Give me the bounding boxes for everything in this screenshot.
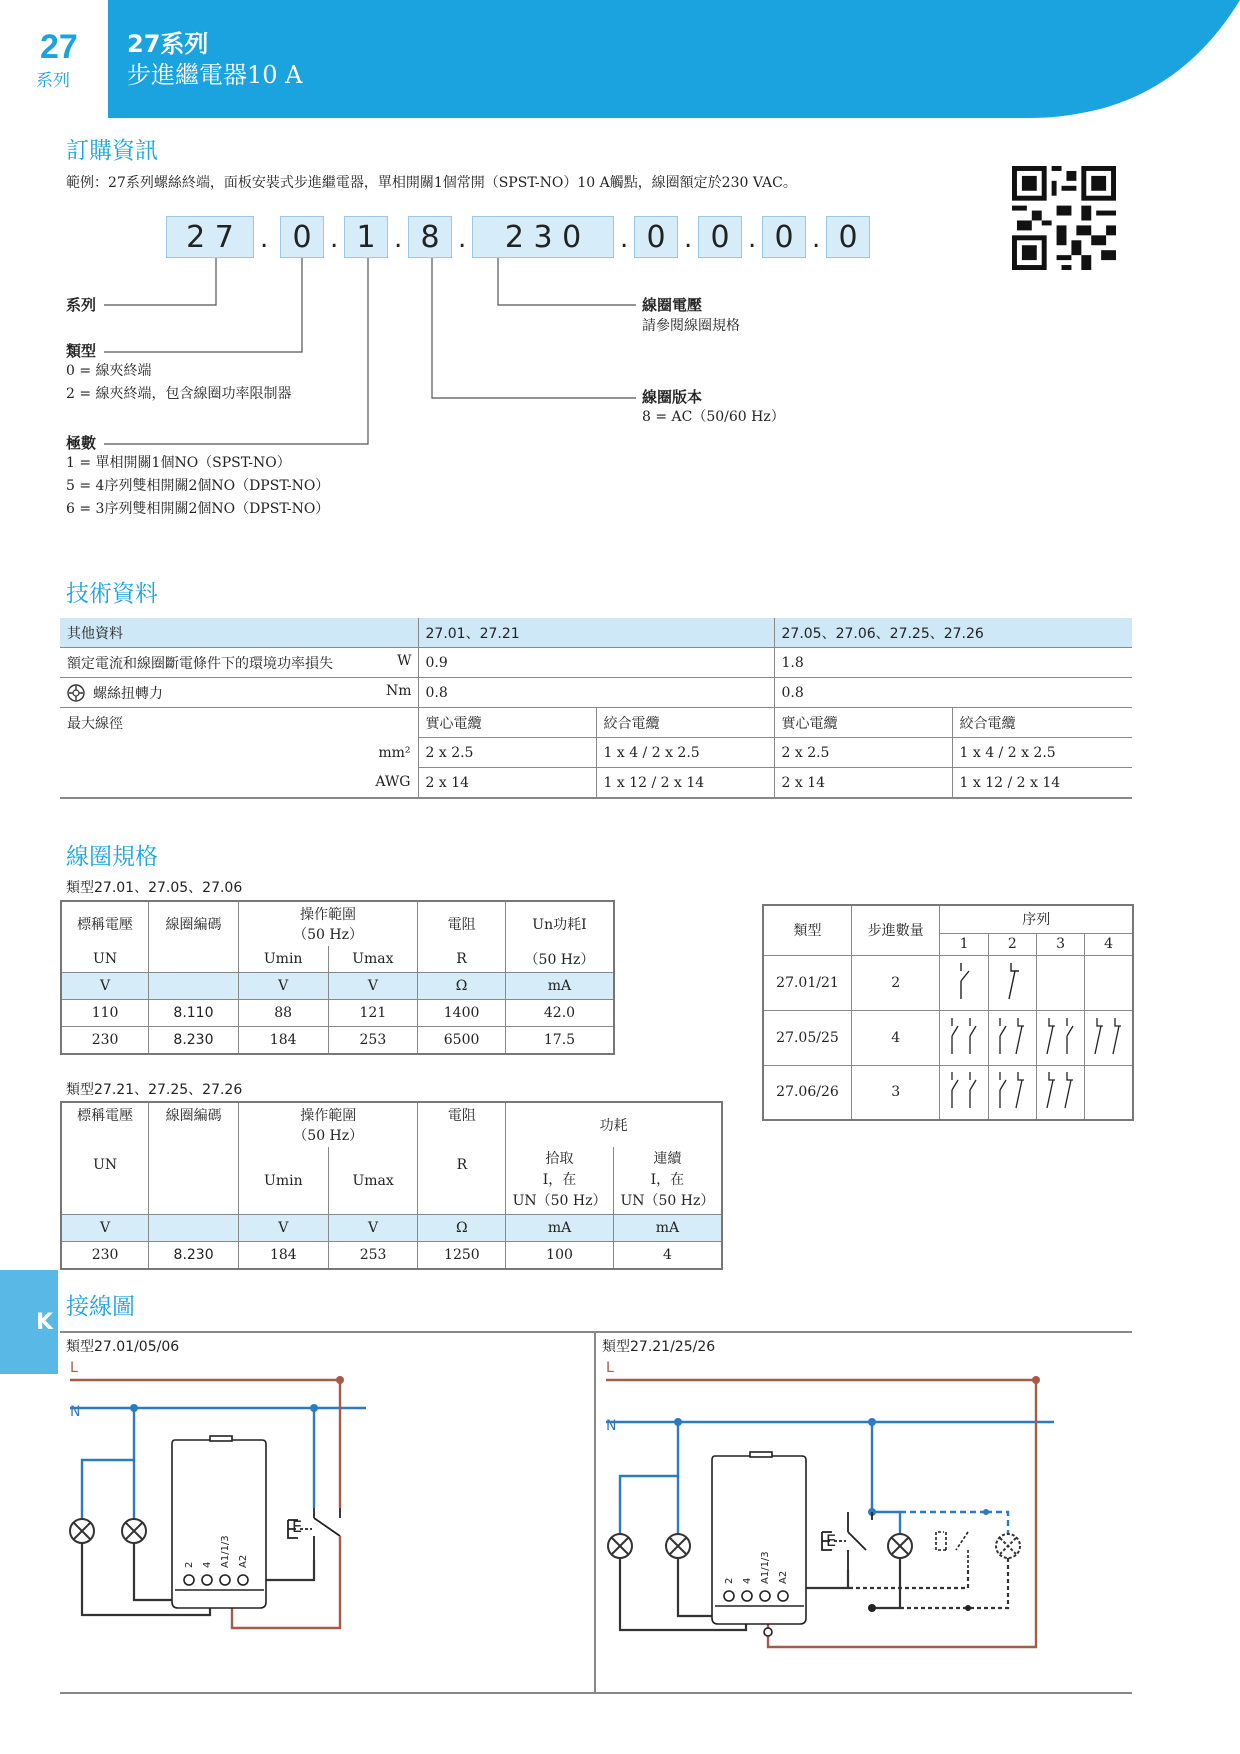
sequence-row (763, 1010, 1133, 1065)
coil-h-pick (506, 1147, 614, 1215)
header-title-line1: 27系列 (127, 30, 209, 58)
coil-cell: 184 (238, 1027, 328, 1055)
coil-h-range (238, 901, 417, 946)
contacts-second-closed-icon (988, 1010, 1036, 1065)
legend-series: 系列 (66, 296, 97, 314)
coil-h-pick-label: 拾取 (545, 1151, 574, 1167)
wire-value: 2 x 2.5 (774, 738, 952, 768)
terminal-label: A1/1/3 (220, 1535, 231, 1568)
lamp-icon (996, 1534, 1020, 1558)
coil-unit: Ω (418, 1215, 506, 1242)
coil-cell: 230 (61, 1027, 149, 1055)
terminal-label: 2 (724, 1577, 735, 1584)
coil-cell: 121 (328, 1000, 418, 1027)
qr-code-icon (1012, 166, 1116, 270)
screwdriver-icon (67, 684, 85, 702)
legend-type-item: 2 = 線夾終端，包含線圈功率限制器 (66, 386, 292, 402)
sequence-step: 2 (988, 933, 1036, 955)
code-box-digit: 0 (634, 216, 678, 258)
code-box-digit: 0 (826, 216, 870, 258)
coil-cell: 4 (613, 1242, 722, 1270)
technical-header-label: 其他資料 (60, 618, 418, 648)
legend-poles-item: 5 = 4序列雙相開關2個NO（DPST-NO） (66, 478, 330, 494)
coil-h-nominal-label: 標稱電壓 (77, 1108, 134, 1124)
technical-row-value: 0.8 (418, 678, 774, 708)
coil-cell: 8.110 (149, 1000, 239, 1027)
code-box-coil-version: 8 (408, 216, 452, 258)
coil-h-cons: Un功耗I (505, 901, 614, 946)
coil-unit: V (328, 1215, 418, 1242)
legend-coil-version-note: 8 = AC（50/60 Hz） (642, 409, 785, 425)
sequence-type: 27.05/25 (763, 1010, 851, 1065)
relay-body-icon (172, 1436, 266, 1608)
coil-table-1 (60, 900, 615, 1055)
technical-row-value: 0.8 (774, 678, 1132, 708)
coil-h-res: 電阻 (418, 901, 506, 946)
wire-value: 1 x 4 / 2 x 2.5 (952, 738, 1132, 768)
code-box-type: 0 (280, 216, 324, 258)
lamp-icon (122, 1519, 146, 1543)
technical-row-label: 螺絲扭轉力 (93, 685, 163, 702)
coil-cell: 8.230 (149, 1242, 239, 1270)
terminal-label: A2 (778, 1570, 789, 1584)
coil-unit: mA (613, 1215, 722, 1242)
wiring-left-caption: 類型27.01/05/06 (66, 1339, 180, 1355)
legend-type-item: 0 = 線夾終端 (66, 363, 152, 379)
coil-table2-caption: 類型27.21、27.25、27.26 (66, 1082, 243, 1098)
coil-h-range-sub: （50 Hz） (293, 927, 363, 943)
sequence-h-steps: 步進數量 (851, 905, 939, 955)
coil-unit: Ω (418, 973, 506, 1000)
sequence-table (762, 904, 1134, 1121)
coil-h-range-sub: （50 Hz） (293, 1128, 364, 1144)
code-box-poles: 1 (344, 216, 388, 258)
legend-coil-version-title: 線圈版本 (642, 388, 703, 406)
coil-data-row (61, 1027, 614, 1055)
wire-col-header: 實心電纜 (774, 708, 952, 738)
coil-h-res (418, 1102, 506, 1215)
terminal-label: A2 (238, 1554, 249, 1568)
contacts-first-closed-icon (1036, 1010, 1084, 1065)
coil-cell: 8.230 (149, 1027, 239, 1055)
relay-body-icon (712, 1452, 806, 1636)
coil-unit: mA (506, 1215, 614, 1242)
coil-table1-caption: 類型27.01、27.05、27.06 (66, 880, 243, 896)
code-separator: . (812, 224, 821, 254)
legend-poles-item: 6 = 3序列雙相開關2個NO（DPST-NO） (66, 501, 330, 517)
finder-logo-icon (946, 46, 992, 92)
legend-type-title: 類型 (66, 342, 97, 360)
coil-h-cont-sub: I，在 (650, 1172, 685, 1188)
coil-h-nominal: 標稱電壓 (61, 901, 149, 946)
technical-row-value: 0.9 (418, 648, 774, 678)
coil-h-cont-sub: UN（50 Hz） (620, 1193, 715, 1209)
sequence-type: 27.06/26 (763, 1065, 851, 1120)
series-label: 系列 (36, 71, 70, 91)
sequence-step: 3 (1036, 933, 1084, 955)
code-box-coil-voltage: 2 3 0 (472, 216, 614, 258)
terminal-label: 2 (184, 1561, 195, 1568)
lamp-icon (888, 1534, 912, 1558)
wiring-right-caption: 類型27.21/25/26 (602, 1339, 716, 1355)
lamp-icon (70, 1519, 94, 1543)
coil-unit-row (61, 1215, 722, 1242)
coil-data-row (61, 1242, 722, 1270)
sequence-h-type: 類型 (763, 905, 851, 955)
coil-sym: Umin (238, 946, 328, 973)
coil-h-pick-sub: UN（50 Hz） (512, 1193, 607, 1209)
code-box-digit: 0 (698, 216, 742, 258)
contacts-both-open-icon (940, 1065, 988, 1120)
coil-unit: V (238, 1215, 328, 1242)
coil-sym: （50 Hz） (505, 946, 614, 973)
wire-unit-awg: AWG (60, 768, 418, 799)
coil-h-nominal (61, 1102, 149, 1215)
coil-h-cont-label: 連續 (653, 1151, 682, 1167)
technical-header-row (60, 618, 1132, 648)
coil-h-res-label: 電阻 (447, 1108, 476, 1124)
coil-cell: 42.0 (505, 1000, 614, 1027)
wire-unit-mm2: mm² (378, 744, 411, 761)
coil-cell: 88 (238, 1000, 328, 1027)
coil-sym: UN (61, 946, 149, 973)
coil-unit: V (61, 973, 149, 1000)
technical-row (60, 678, 1132, 708)
pushbutton-label: E (826, 1531, 837, 1550)
coil-h-code: 線圈編碼 (149, 1102, 239, 1215)
sequence-empty (1085, 1065, 1133, 1120)
coil-sym: Umax (328, 946, 418, 973)
sequence-count: 4 (851, 1010, 939, 1065)
coil-sym: Umin (238, 1147, 328, 1215)
ordering-title: 訂購資訊 (66, 138, 158, 164)
coil-h-range (238, 1102, 418, 1147)
ordering-leader-lines (0, 258, 1240, 458)
coil-h-cont (613, 1147, 722, 1215)
terminal-label: 4 (202, 1561, 213, 1568)
coil-sym: R (418, 946, 506, 973)
wiring-diagram-left (60, 1360, 594, 1690)
wire-col-header: 絞合電纜 (952, 708, 1132, 738)
coil-h-cons: 功耗 (506, 1102, 722, 1147)
coil-cell: 253 (328, 1027, 418, 1055)
sequence-h-seq: 序列 (940, 905, 1133, 933)
code-separator: . (748, 224, 757, 254)
lamp-icon (666, 1534, 690, 1558)
wire-value: 1 x 12 / 2 x 14 (596, 768, 774, 799)
code-separator: . (260, 224, 269, 254)
technical-row-unit: W (397, 652, 412, 669)
contacts-both-closed-icon (1036, 1065, 1084, 1120)
sequence-row (763, 1065, 1133, 1120)
wire-value: 2 x 14 (774, 768, 952, 799)
code-box-series: 2 7 (166, 216, 254, 258)
sequence-empty (1085, 955, 1133, 1010)
coil-unit: V (328, 973, 418, 1000)
wiring-top-rule (60, 1331, 1132, 1333)
series-number: 27 (40, 28, 78, 66)
coil-h-pick-sub: I，在 (542, 1172, 577, 1188)
technical-row (60, 768, 1132, 799)
sequence-empty (1036, 955, 1084, 1010)
pushbutton-label: E (292, 1517, 303, 1536)
coil-unit: mA (505, 973, 614, 1000)
coil-cell: 1400 (418, 1000, 506, 1027)
technical-header-col2: 27.05、27.06、27.25、27.26 (774, 618, 1132, 648)
code-separator: . (684, 224, 693, 254)
coil-h-range-label: 操作範圍 (300, 1108, 357, 1124)
lamp-icon (608, 1534, 632, 1558)
coil-cell: 1250 (418, 1242, 506, 1270)
coil-cell: 6500 (418, 1027, 506, 1055)
coil-unit: V (61, 1215, 149, 1242)
coil-sym: Umax (328, 1147, 418, 1215)
sequence-row (763, 955, 1133, 1010)
technical-table (60, 618, 1132, 799)
technical-row-label: 最大線徑 (67, 715, 123, 732)
coil-unit-row (61, 973, 614, 1000)
header-title-line2: 步進繼電器10 A (127, 61, 303, 89)
coil-sym (149, 946, 239, 973)
coil-cell: 230 (61, 1242, 149, 1270)
sequence-count: 3 (851, 1065, 939, 1120)
wire-value: 2 x 14 (418, 768, 596, 799)
coil-sym: R (456, 1157, 468, 1173)
pushbutton-optional-icon (936, 1532, 968, 1570)
code-separator: . (330, 224, 339, 254)
contacts-both-closed-icon (1085, 1010, 1133, 1065)
section-tab-label: K (36, 1310, 54, 1335)
coil-symbol-row (61, 946, 614, 973)
contacts-both-open-icon (940, 1010, 988, 1065)
wire-col-header: 實心電纜 (418, 708, 596, 738)
wiring-diagram-right (596, 1360, 1132, 1690)
contact-closed-icon (988, 955, 1036, 1010)
technical-header-col1: 27.01、27.21 (418, 618, 774, 648)
brand-name: finder (1000, 50, 1095, 88)
coil-cell: 184 (238, 1242, 328, 1270)
ordering-example: 範例：27系列螺絲終端，面板安裝式步進繼電器，單相開關1個常開（SPST-NO）10 A觸點，線圈額定於230 VAC。 (66, 175, 797, 191)
wiring-title: 接線圖 (66, 1294, 135, 1320)
technical-row-label: 額定電流和線圈斷電條件下的環境功率損失 (67, 655, 333, 672)
sequence-header-row (763, 905, 1133, 933)
legend-coil-voltage-title: 線圈電壓 (642, 296, 703, 314)
coil-unit: V (238, 973, 328, 1000)
coil-cell: 100 (506, 1242, 614, 1270)
wire-value: 1 x 4 / 2 x 2.5 (596, 738, 774, 768)
code-separator: . (458, 224, 467, 254)
code-separator: . (394, 224, 403, 254)
coil-cell: 253 (328, 1242, 418, 1270)
technical-row-unit: Nm (385, 682, 412, 699)
wire-value: 1 x 12 / 2 x 14 (952, 768, 1132, 799)
coil-cell: 110 (61, 1000, 149, 1027)
coil-sym: UN (93, 1157, 118, 1173)
technical-row (60, 648, 1132, 678)
wire-col-header: 絞合電纜 (596, 708, 774, 738)
coil-table-2 (60, 1101, 723, 1270)
coil-title: 線圈規格 (66, 844, 158, 870)
coil-header-row (61, 1102, 722, 1147)
sequence-step: 1 (940, 933, 988, 955)
technical-row (60, 738, 1132, 768)
contacts-second-closed-icon (988, 1065, 1036, 1120)
terminal-label: A1/1/3 (760, 1551, 771, 1584)
coil-unit (149, 973, 239, 1000)
technical-row (60, 708, 1132, 738)
coil-h-code: 線圈編碼 (149, 901, 239, 946)
code-box-digit: 0 (762, 216, 806, 258)
line-label-L: L (70, 1360, 78, 1376)
technical-row-value: 1.8 (774, 648, 1132, 678)
technical-title: 技術資料 (66, 581, 158, 607)
code-separator: . (620, 224, 629, 254)
coil-unit (149, 1215, 239, 1242)
legend-poles-item: 1 = 單相開關1個NO（SPST-NO） (66, 455, 291, 471)
sequence-step: 4 (1085, 933, 1133, 955)
line-label-N: N (606, 1418, 617, 1434)
legend-coil-voltage-note: 請參閱線圈規格 (642, 318, 740, 334)
line-label-N: N (70, 1404, 81, 1420)
sequence-count: 2 (851, 955, 939, 1010)
legend-poles-title: 極數 (66, 434, 97, 452)
coil-h-range-label: 操作範圍 (300, 907, 357, 923)
sequence-type: 27.01/21 (763, 955, 851, 1010)
line-label-L: L (606, 1360, 614, 1376)
coil-data-row (61, 1000, 614, 1027)
coil-header-row (61, 901, 614, 946)
terminal-label: 4 (742, 1577, 753, 1584)
contact-open-icon (940, 955, 988, 1010)
coil-cell: 17.5 (505, 1027, 614, 1055)
wiring-bottom-rule (60, 1692, 1132, 1694)
wire-value: 2 x 2.5 (418, 738, 596, 768)
